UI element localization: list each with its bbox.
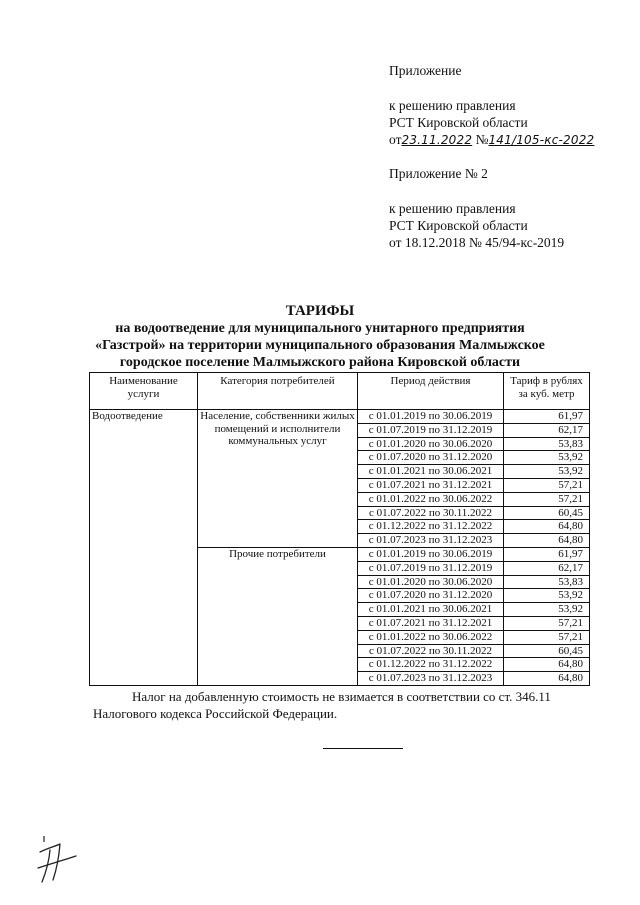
appendix2-label: Приложение № 2 [389,166,488,181]
period-cell: с 01.01.2022 по 30.06.2022 [358,630,504,644]
appendix2-date-line: от 18.12.2018 № 45/94-кс-2019 [389,235,565,250]
title-line-1: на водоотведение для муниципального унитарного предприятия [115,321,525,336]
period-cell: с 01.12.2022 по 31.12.2022 [358,520,504,534]
period-cell: с 01.01.2019 по 30.06.2019 [358,410,504,424]
handwritten-number: 141/105-кс-2022 [488,133,595,147]
category-cell-other: Прочие потребители [198,547,358,685]
period-cell: с 01.01.2019 по 30.06.2019 [358,547,504,561]
appendix-org-line: РСТ Кировской области [389,115,528,130]
tariff-cell: 53,92 [504,465,590,479]
tariff-cell: 57,21 [504,478,590,492]
period-cell: с 01.07.2022 по 30.11.2022 [358,506,504,520]
period-cell: с 01.01.2020 по 30.06.2020 [358,575,504,589]
header-service: Наименование услуги [90,373,198,410]
period-cell: с 01.01.2021 по 30.06.2021 [358,603,504,617]
tariff-cell: 53,83 [504,575,590,589]
tariff-cell: 57,21 [504,492,590,506]
tariff-cell: 57,21 [504,630,590,644]
signature-mark [30,830,90,890]
tariff-cell: 60,45 [504,506,590,520]
number-sign: № [475,132,489,147]
period-cell: с 01.07.2021 по 31.12.2021 [358,478,504,492]
table-row [90,410,590,424]
tariff-cell: 53,92 [504,603,590,617]
tariff-cell: 64,80 [504,534,590,548]
tariff-cell: 57,21 [504,616,590,630]
period-cell: с 01.01.2020 по 30.06.2020 [358,437,504,451]
tax-note-line-2: Налогового кодекса Российской Федерации. [93,706,338,721]
tariff-cell: 62,17 [504,423,590,437]
tariff-cell: 64,80 [504,672,590,686]
tariff-cell: 60,45 [504,644,590,658]
period-cell: с 01.01.2022 по 30.06.2022 [358,492,504,506]
tariff-cell: 61,97 [504,410,590,424]
category-cell-population: Население, собственники жилых помещений и исполнители коммунальных услуг [198,410,358,548]
header-tariff: Тариф в рублях за куб. метр [504,373,590,410]
title-line-2: «Газстрой» на территории муниципального образования Малмыжское [95,338,545,353]
period-cell: с 01.07.2022 по 30.11.2022 [358,644,504,658]
period-cell: с 01.07.2020 по 31.12.2020 [358,589,504,603]
header-period: Период действия [358,373,504,410]
page-title: ТАРИФЫ [285,303,355,319]
period-cell: с 01.07.2023 по 31.12.2023 [358,534,504,548]
period-cell: с 01.12.2022 по 31.12.2022 [358,658,504,672]
period-cell: с 01.01.2021 по 30.06.2021 [358,465,504,479]
appendix2-decision-line: к решению правления [389,201,516,216]
appendix-date-line [389,131,594,149]
tariff-cell: 64,80 [504,658,590,672]
tariff-cell: 53,92 [504,451,590,465]
title-line-3: городское поселение Малмыжского района Кировской области [119,355,521,370]
tariff-table [89,372,590,686]
service-name-cell: Водоотведение [90,410,198,686]
appendix-from-label: от [389,132,402,147]
tariff-cell: 62,17 [504,561,590,575]
appendix-label: Приложение [389,63,462,78]
period-cell: с 01.07.2023 по 31.12.2023 [358,672,504,686]
tax-note-line-1: Налог на добавленную стоимость не взимается в соответствии со ст. 346.11 [132,689,551,704]
tariff-cell: 64,80 [504,520,590,534]
appendix2-org-line: РСТ Кировской области [389,218,528,233]
period-cell: с 01.07.2021 по 31.12.2021 [358,616,504,630]
tariff-cell: 53,92 [504,589,590,603]
period-cell: с 01.07.2019 по 31.12.2019 [358,423,504,437]
appendix-decision-line: к решению правления [389,98,516,113]
period-cell: с 01.07.2019 по 31.12.2019 [358,561,504,575]
tariff-cell: 53,83 [504,437,590,451]
handwritten-date: 23.11.2022 [401,133,473,147]
period-cell: с 01.07.2020 по 31.12.2020 [358,451,504,465]
tariff-cell: 61,97 [504,547,590,561]
table-header-row [90,373,590,410]
closing-divider [323,748,403,749]
header-category: Категория потребителей [198,373,358,410]
